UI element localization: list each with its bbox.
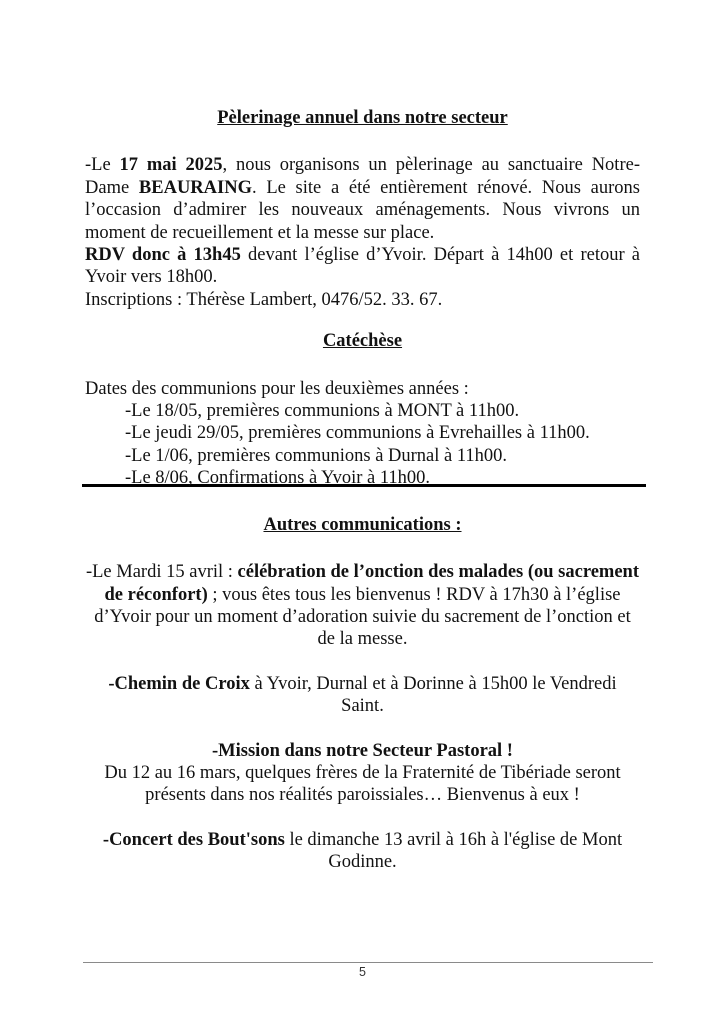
text-run: ; vous êtes tous les bienvenus ! RDV à 17h30 à l’église d’Yvoir pour un moment d’adoration suivie du sacrement de l’onction et de la messe. [94, 584, 631, 650]
text-run-bold-chemin: -Chemin de Croix [108, 673, 250, 694]
document-content [85, 0, 640, 874]
communion-date-list [85, 400, 640, 490]
text-run-bold-mission: -Mission dans notre Secteur Pastoral ! [212, 740, 513, 761]
text-run-bold-onction: célébration de l’onction des malades (ou sacrement de réconfort) [104, 562, 640, 605]
section-title-pelerinage-text: Pèlerinage annuel dans notre secteur [217, 108, 508, 128]
text-run: -Le 1/06, premières communions à Durnal à 11h00. [125, 445, 508, 466]
section-title-catechese-text: Catéchèse [322, 331, 403, 352]
text-run: Inscriptions : Thérèse Lambert, 0476/52. 33. 67. [85, 289, 443, 310]
text-run: à Yvoir, Durnal et à Dorinne à 15h00 le Vendredi Saint. [249, 673, 617, 717]
paragraph-concert [85, 829, 640, 874]
list-item [125, 445, 640, 467]
text-run: -Le 18/05, premières communions à MONT à 11h00. [125, 401, 520, 422]
text-run: -Le Mardi 15 avril : [85, 562, 238, 583]
paragraph-rdv [85, 244, 640, 289]
section-title-autres [85, 514, 640, 536]
paragraph-onction [85, 561, 640, 651]
paragraph-mission-title [85, 740, 640, 762]
text-run: -Le 8/06, Confirmations à Yvoir à 11h00. [125, 468, 431, 489]
page-number: 5 [359, 965, 366, 979]
paragraph-chemin-de-croix [85, 673, 640, 718]
section-title-autres-text: Autres communications : [263, 514, 462, 535]
text-run: . Le site a été entièrement rénové. Nous aurons l’occasion d’admirer les nouveaux aménagements. Nous vivrons un moment de recueillement et la messe sur place. [85, 177, 640, 243]
text-run-bold-date: 17 mai 2025 [119, 155, 223, 176]
text-run: devant l’église d’Yvoir. Départ à 14h00 et retour à Yvoir vers 18h00. [85, 245, 640, 288]
paragraph-communion-intro [85, 378, 640, 400]
text-run: , nous organisons un pèlerinage au sanctuaire Notre-Dame [85, 155, 640, 198]
text-run-bold-concert: -Concert des Bout'sons [102, 829, 285, 850]
text-run-bold-beauraing: BEAURAING [138, 177, 252, 198]
text-run: Du 12 au 16 mars, quelques frères de la Fraternité de Tibériade seront présents dans nos réalités paroissiales… Bienvenus à eux ! [104, 762, 621, 806]
paragraph-pelerinage-intro [85, 154, 640, 244]
list-item [125, 422, 640, 444]
text-run: Dates des communions pour les deuxièmes années : [85, 378, 469, 399]
paragraph-mission-body [85, 762, 640, 807]
text-run-bold-rdv: RDV donc à 13h45 [85, 245, 241, 266]
text-run: -Le [85, 155, 120, 176]
section-title-catechese [85, 330, 640, 352]
list-item [125, 400, 640, 422]
text-run: -Le jeudi 29/05, premières communions à Evrehailles à 11h00. [125, 423, 590, 444]
section-title-pelerinage [85, 107, 640, 129]
paragraph-inscriptions [85, 289, 640, 311]
footer-divider [83, 962, 653, 963]
text-run: le dimanche 13 avril à 16h à l'église de Mont Godinne. [284, 829, 623, 873]
